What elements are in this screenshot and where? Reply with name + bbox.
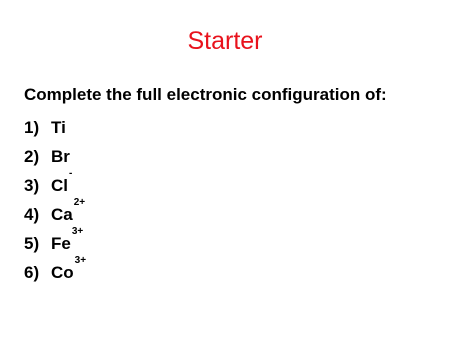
species-list bbox=[24, 117, 434, 291]
list-item: 3) Cl - bbox=[24, 168, 73, 195]
species-symbol: Br bbox=[51, 147, 70, 166]
species-symbol: Ca bbox=[51, 205, 73, 224]
species-symbol: Cl bbox=[51, 176, 68, 195]
item-number: 6) bbox=[24, 263, 40, 282]
list-item bbox=[24, 146, 434, 175]
species-symbol: Ti bbox=[51, 118, 66, 137]
list-item: 5) Fe $^{3+}$ bbox=[24, 226, 84, 253]
slide-title: Starter bbox=[187, 27, 263, 55]
item-number: 4) bbox=[24, 205, 40, 224]
list-item bbox=[24, 117, 434, 146]
item-number: 3) bbox=[24, 176, 40, 195]
species-symbol: Fe bbox=[51, 234, 71, 253]
species-symbol: Co bbox=[51, 263, 74, 282]
list-item: 6) Co $^{3+}$ bbox=[24, 255, 87, 282]
instruction-text: Complete the full electronic configuration of: bbox=[24, 85, 387, 104]
slide-body bbox=[24, 84, 434, 291]
item-number: 5) bbox=[24, 234, 40, 253]
item-number: 1) bbox=[24, 118, 40, 137]
list-item: 4) Ca $^{2+}$ bbox=[24, 197, 86, 224]
item-number: 2) bbox=[24, 147, 40, 166]
